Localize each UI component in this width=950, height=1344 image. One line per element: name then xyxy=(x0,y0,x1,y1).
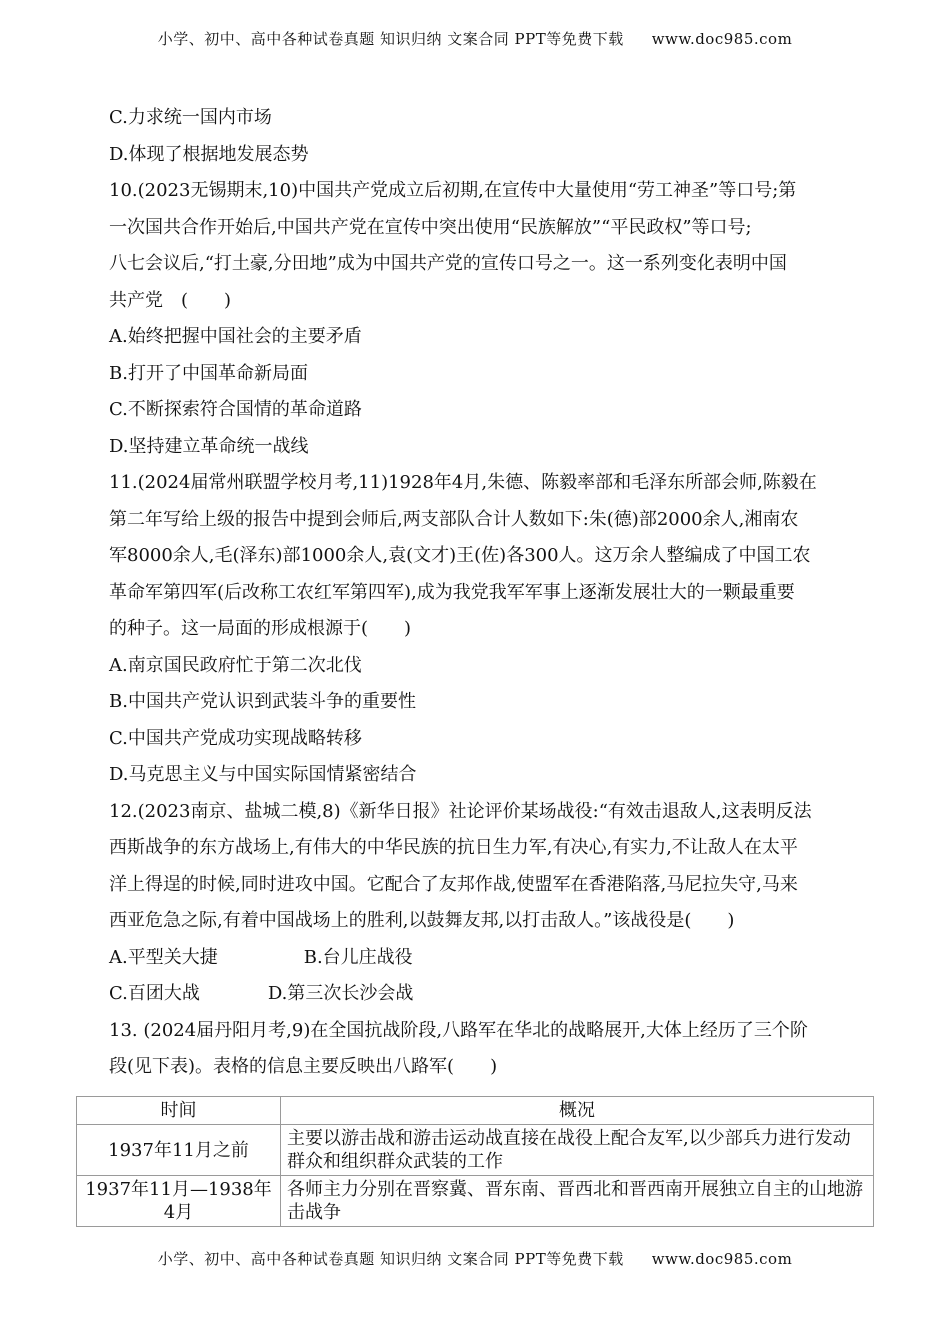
footer-url[interactable]: www.doc985.com xyxy=(651,1250,793,1268)
q10-stem-line: 共产党 ( ) xyxy=(109,289,232,311)
q10-option-a: A.始终把握中国社会的主要矛盾 xyxy=(109,326,362,347)
q11-option-c: C.中国共产党成功实现战略转移 xyxy=(109,727,362,749)
table-cell-time: 1937年11月之前 xyxy=(77,1125,281,1176)
q10-option-c: C.不断探索符合国情的革命道路 xyxy=(109,399,362,420)
q11-stem-line: 革命军第四军(后改称工农红军第四军),成为我党我军军事上逐渐发展壮大的一颗最重要 xyxy=(109,581,795,603)
q11-option-a: A.南京国民政府忙于第二次北伐 xyxy=(109,654,362,676)
q12-stem-line: 洋上得逞的时候,同时进攻中国。它配合了友邦作战,使盟军在香港陷落,马尼拉失守,马来 xyxy=(109,873,798,895)
footer-text: 小学、初中、高中各种试卷真题 知识归纳 文案合同 PPT等免费下载 xyxy=(157,1250,624,1268)
q10-option-d: D.坚持建立革命统一战线 xyxy=(109,435,309,457)
q13-stem-line: 13. (2024届丹阳月考,9)在全国抗战阶段,八路军在华北的战略展开,大体上经历了三个阶 xyxy=(109,1019,808,1041)
q11-option-b: B.中国共产党认识到武装斗争的重要性 xyxy=(109,691,416,712)
q13-stem-line: 段(见下表)。表格的信息主要反映出八路军( ) xyxy=(109,1056,498,1077)
q12-option-b: B.台儿庄战役 xyxy=(303,946,413,968)
question-13 xyxy=(109,1013,849,1086)
q11-stem-line: 军8000余人,毛(泽东)部1000余人,袁(文才)王(佐)各300人。这万余人整编成了中国工农 xyxy=(109,545,811,566)
q10-stem-line: 一次国共合作开始后,中国共产党在宣传中突出使用“民族解放”“平民政权”等口号; xyxy=(109,216,752,238)
prev-option-d: D.体现了根据地发展态势 xyxy=(109,143,309,165)
page-footer xyxy=(0,1248,950,1269)
q11-stem-line: 的种子。这一局面的形成根源于( ) xyxy=(109,618,412,639)
table-row xyxy=(77,1125,874,1176)
q11-stem-line: 11.(2024届常州联盟学校月考,11)1928年4月,朱德、陈毅率部和毛泽东所部会师,陈毅在 xyxy=(109,472,817,493)
q12-stem-line: 12.(2023南京、盐城二模,8)《新华日报》社论评价某场战役:“有效击退敌人,这表明反法 xyxy=(109,800,812,822)
q12-option-d: D.第三次长沙会战 xyxy=(267,983,414,1004)
table-cell-summary: 主要以游击战和游击运动战直接在战役上配合友军,以少部兵力进行发动群众和组织群众武装的工作 xyxy=(281,1125,874,1176)
question-12 xyxy=(109,794,849,1013)
q13-table xyxy=(76,1096,874,1227)
q10-stem-line: 10.(2023无锡期末,10)中国共产党成立后初期,在宣传中大量使用“劳工神圣”等口号;第 xyxy=(109,180,797,201)
q12-options-row-1 xyxy=(109,940,849,977)
table-cell-summary: 各师主力分别在晋察冀、晋东南、晋西北和晋西南开展独立自主的山地游击战争 xyxy=(281,1176,874,1227)
q12-option-c: C.百团大战 xyxy=(109,983,200,1004)
q12-stem-line: 西亚危急之际,有着中国战场上的胜利,以鼓舞友邦,以打击敌人。”该战役是( ) xyxy=(109,910,735,931)
q10-option-b: B.打开了中国革命新局面 xyxy=(109,362,308,384)
header-text: 小学、初中、高中各种试卷真题 知识归纳 文案合同 PPT等免费下载 xyxy=(157,30,624,48)
table-cell-time: 1937年11月—1938年4月 xyxy=(77,1176,281,1227)
table-header-row xyxy=(77,1097,874,1125)
q12-stem-line: 西斯战争的东方战场上,有伟大的中华民族的抗日生力军,有决心,有实力,不让敌人在太平 xyxy=(109,837,798,858)
q12-options-row-2 xyxy=(109,976,849,1013)
page-header xyxy=(0,28,950,49)
q10-stem-line: 八七会议后,“打土豪,分田地”成为中国共产党的宣传口号之一。这一系列变化表明中国 xyxy=(109,253,787,274)
prev-option-c: C.力求统一国内市场 xyxy=(109,107,272,128)
question-10 xyxy=(109,173,849,465)
header-url[interactable]: www.doc985.com xyxy=(651,30,793,48)
table-header-time: 时间 xyxy=(77,1097,281,1125)
table-header-summary: 概况 xyxy=(281,1097,874,1125)
q11-option-d: D.马克思主义与中国实际国情紧密结合 xyxy=(109,764,417,785)
q11-stem-line: 第二年写给上级的报告中提到会师后,两支部队合计人数如下:朱(德)部2000余人,湘南农 xyxy=(109,508,799,530)
question-11 xyxy=(109,465,849,794)
document-body xyxy=(109,100,849,1086)
table-row xyxy=(77,1176,874,1227)
q12-option-a: A.平型关大捷 xyxy=(109,946,218,968)
